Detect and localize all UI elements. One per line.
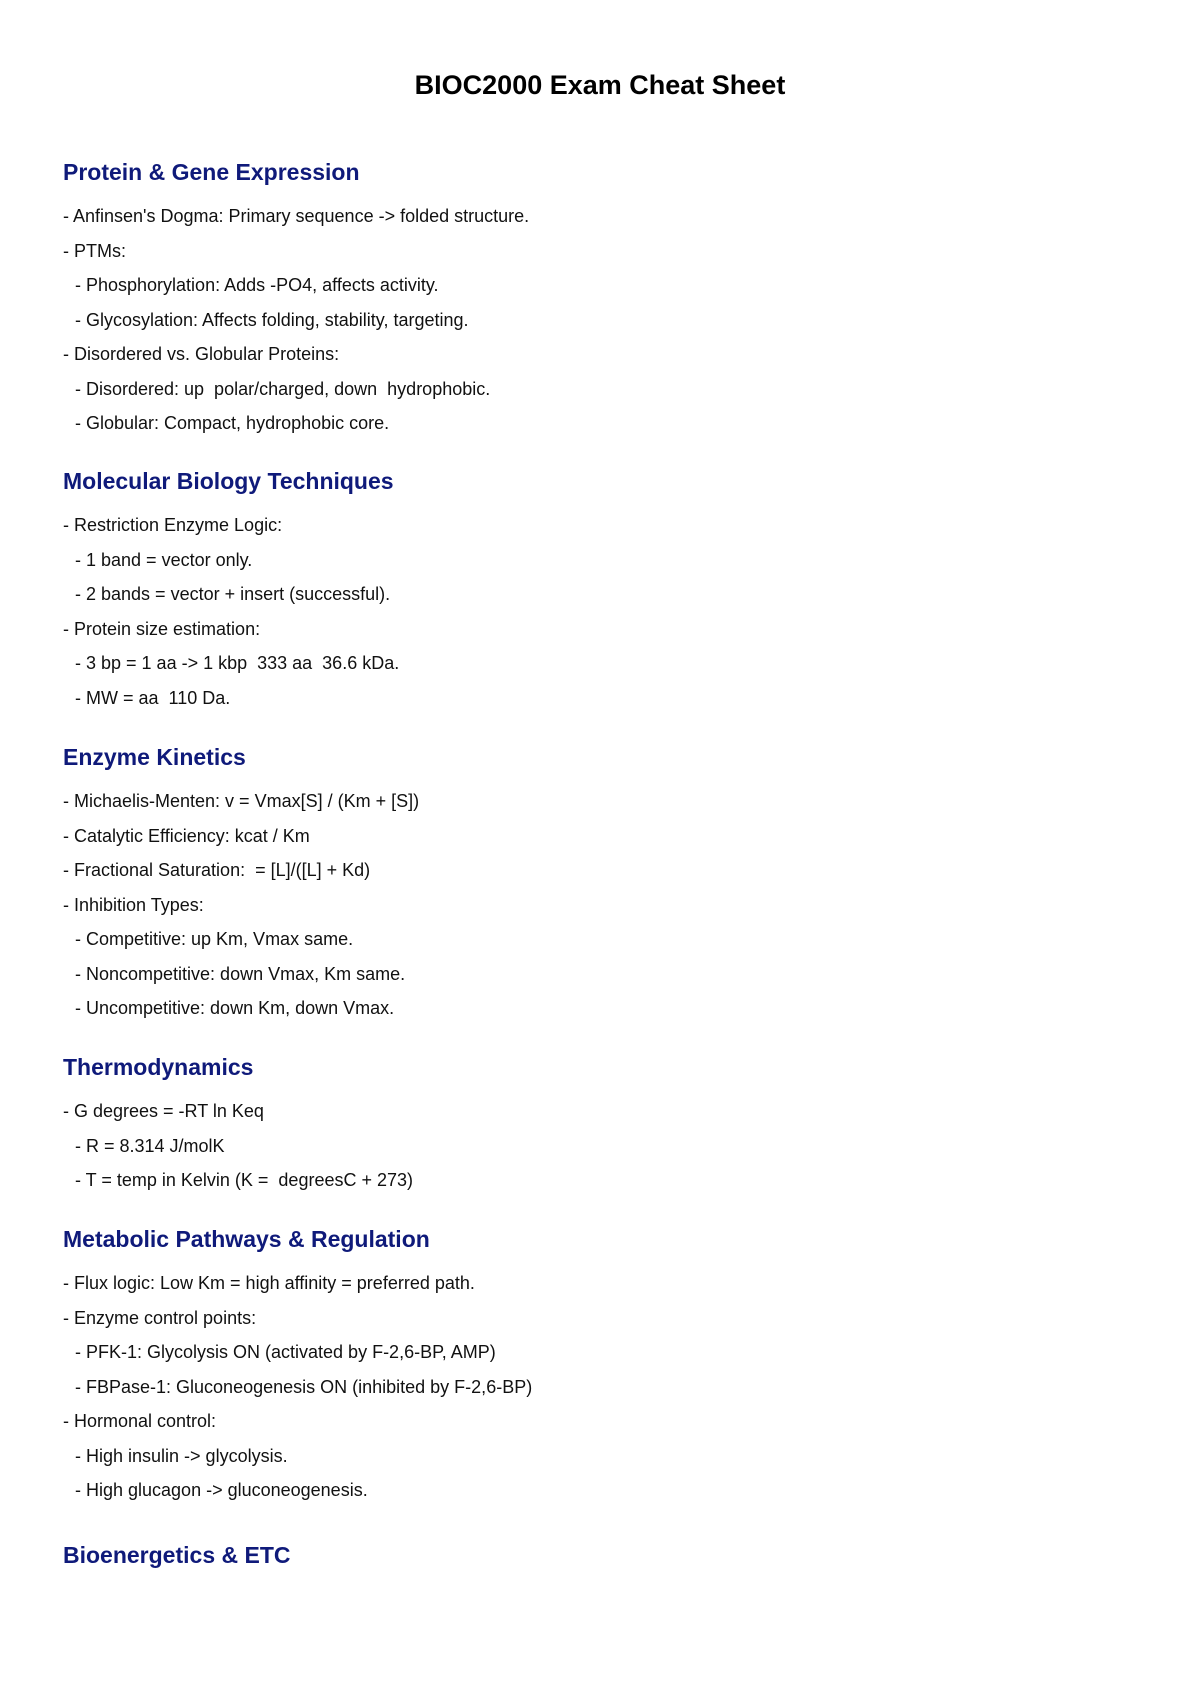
bullet-line: - Inhibition Types: — [63, 894, 204, 915]
sub-bullet-line: - Uncompetitive: down Km, down Vmax. — [75, 998, 395, 1018]
bullet-line: - Enzyme control points: — [63, 1307, 257, 1328]
sub-bullet-line: - T = temp in Kelvin (K = degreesC + 273) — [75, 1170, 414, 1190]
section-lines — [63, 1094, 1143, 1198]
bullet-line: - Restriction Enzyme Logic: — [63, 515, 283, 535]
section-enzyme-kinetics — [63, 742, 1143, 1026]
sub-bullet-line: - 3 bp = 1 aa -> 1 kbp 333 aa 36.6 kDa. — [75, 653, 400, 673]
bullet-line: - PTMs: — [63, 240, 126, 261]
section-lines — [63, 199, 1143, 441]
sub-bullet-line: - High glucagon -> gluconeogenesis. — [75, 1480, 368, 1500]
section-protein-gene-expression — [63, 157, 1143, 441]
bullet-line: - G degrees = -RT ln Keq — [63, 1101, 264, 1121]
bullet-line: - Michaelis-Menten: v = Vmax[S] / (Km + [S]) — [63, 791, 420, 811]
section-heading: Enzyme Kinetics — [63, 744, 246, 770]
section-heading: Bioenergetics & ETC — [63, 1542, 291, 1568]
section-lines — [63, 784, 1143, 1026]
bullet-line: - Fractional Saturation: = [L]/([L] + Kd) — [63, 860, 371, 880]
bullet-line: - Disordered vs. Globular Proteins: — [63, 344, 340, 364]
sub-bullet-line: - R = 8.314 J/molK — [75, 1135, 225, 1156]
sub-bullet-line: - Globular: Compact, hydrophobic core. — [75, 413, 390, 433]
bullet-line: - Anfinsen's Dogma: Primary sequence -> folded structure. — [63, 206, 530, 226]
section-lines — [63, 508, 1143, 715]
section-metabolic-pathways-regulation — [63, 1224, 1143, 1508]
section-heading: Thermodynamics — [63, 1054, 254, 1080]
section-thermodynamics — [63, 1052, 1143, 1198]
sub-bullet-line: - Disordered: up polar/charged, down hydrophobic. — [75, 378, 491, 399]
sub-bullet-line: - Phosphorylation: Adds -PO4, affects activity. — [75, 275, 439, 295]
sub-bullet-line: - PFK-1: Glycolysis ON (activated by F-2,6-BP, AMP) — [75, 1342, 496, 1362]
bullet-line: - Flux logic: Low Km = high affinity = preferred path. — [63, 1273, 475, 1293]
bullet-line: - Protein size estimation: — [63, 618, 261, 639]
bullet-line: - Hormonal control: — [63, 1411, 217, 1431]
sub-bullet-line: - Competitive: up Km, Vmax same. — [75, 929, 354, 949]
section-heading: Metabolic Pathways & Regulation — [63, 1226, 430, 1252]
sub-bullet-line: - Noncompetitive: down Vmax, Km same. — [75, 963, 406, 984]
document-title: BIOC2000 Exam Cheat Sheet — [414, 70, 786, 100]
sub-bullet-line: - High insulin -> glycolysis. — [75, 1445, 288, 1466]
bullet-line: - Catalytic Efficiency: kcat / Km — [63, 825, 310, 846]
sub-bullet-line: - 1 band = vector only. — [75, 549, 253, 570]
section-lines — [63, 1266, 1143, 1508]
sub-bullet-line: - FBPase-1: Gluconeogenesis ON (inhibited by F-2,6-BP) — [75, 1376, 533, 1397]
sub-bullet-line: - MW = aa 110 Da. — [75, 687, 231, 708]
sub-bullet-line: - 2 bands = vector + insert (successful). — [75, 584, 391, 604]
section-molecular-biology-techniques — [63, 466, 1143, 715]
sub-bullet-line: - Glycosylation: Affects folding, stability, targeting. — [75, 309, 469, 330]
section-heading: Molecular Biology Techniques — [63, 468, 394, 494]
section-bioenergetics-etc — [63, 1540, 1143, 1570]
section-heading: Protein & Gene Expression — [63, 159, 360, 185]
